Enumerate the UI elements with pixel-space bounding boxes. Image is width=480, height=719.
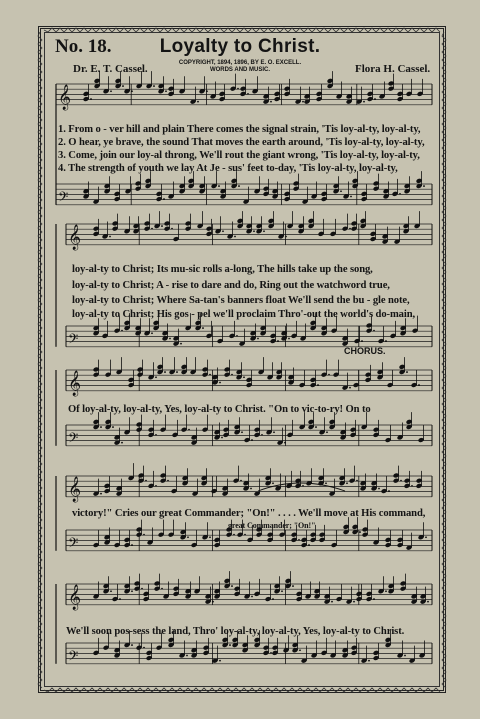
dot — [388, 490, 390, 492]
border-ornament — [442, 32, 446, 688]
dot — [406, 371, 408, 373]
dot — [251, 596, 253, 598]
dot — [238, 185, 240, 187]
dot — [206, 90, 208, 92]
hymn-number: No. 18. — [55, 36, 112, 57]
dot — [404, 655, 406, 657]
dot — [243, 376, 245, 378]
dot — [180, 343, 182, 345]
clef-icon: 𝄢 — [68, 429, 79, 449]
dot — [131, 644, 133, 646]
dot — [400, 480, 402, 482]
dot — [143, 534, 145, 536]
clef-icon: 𝄢 — [68, 330, 79, 350]
dot — [247, 93, 249, 95]
dot — [131, 90, 133, 92]
dot — [298, 539, 300, 541]
dot — [270, 101, 272, 103]
dot — [188, 429, 190, 431]
dot — [209, 374, 211, 376]
dot — [326, 431, 328, 433]
dot — [155, 485, 157, 487]
dot — [187, 536, 189, 538]
dot — [161, 225, 163, 227]
dot — [155, 434, 157, 436]
dot — [315, 426, 317, 428]
dot — [244, 534, 246, 536]
dot — [233, 534, 235, 536]
dot — [151, 228, 153, 230]
dot — [221, 437, 223, 439]
dot — [281, 590, 283, 592]
dot — [273, 431, 275, 433]
dot — [411, 485, 413, 487]
dot — [119, 598, 121, 600]
border-ornament — [44, 688, 440, 692]
dot — [349, 387, 351, 389]
dot — [109, 236, 111, 238]
dot — [112, 426, 114, 428]
dot — [385, 590, 387, 592]
verse-line: 1. From o - ver hill and plain There comes the signal strain, 'Tis loy-al-ty, loy-al-ty, — [58, 124, 421, 135]
dot — [361, 340, 363, 342]
dot — [167, 480, 169, 482]
dot — [234, 236, 236, 238]
dot — [272, 482, 274, 484]
dot — [143, 647, 145, 649]
dot — [141, 588, 143, 590]
dot — [317, 384, 319, 386]
dot — [251, 439, 253, 441]
dot — [418, 384, 420, 386]
slur — [258, 483, 345, 491]
dot — [257, 338, 259, 340]
dot — [110, 90, 112, 92]
dot — [131, 544, 133, 546]
dot — [122, 85, 124, 87]
dot — [236, 335, 238, 337]
clef-icon: 𝄢 — [68, 647, 79, 667]
dot — [241, 431, 243, 433]
verse-line: 3. Come, join our loy-al throng, We'll rout the giant wrong, 'Tis loy-al-ty, loy-al-ty, — [58, 150, 420, 161]
verse-line: loy-al-ty to Christ; Its mu-sic rolls a-long, The hills take up the song, — [72, 264, 373, 275]
dot — [100, 426, 102, 428]
dot — [349, 228, 351, 230]
dot — [237, 88, 239, 90]
dot — [131, 590, 133, 592]
dot — [277, 340, 279, 342]
dot — [231, 585, 233, 587]
dot — [299, 649, 301, 651]
dot — [153, 85, 155, 87]
dot — [231, 374, 233, 376]
dot — [325, 482, 327, 484]
dot — [308, 544, 310, 546]
dot — [171, 228, 173, 230]
dot — [253, 230, 255, 232]
dot — [240, 480, 242, 482]
verse-line: loy-al-ty to Christ; His gos - pel we'll proclaim Thro'-out the world's do-main, — [72, 309, 416, 320]
clef-icon: 𝄞 — [68, 224, 82, 250]
dot — [219, 382, 221, 384]
dot — [121, 330, 123, 332]
clef-icon: 𝄞 — [58, 84, 72, 110]
dot — [284, 442, 286, 444]
dot — [374, 98, 376, 100]
dot — [356, 480, 358, 482]
dot — [186, 655, 188, 657]
small-lyric: great Commander; "On!" — [228, 521, 316, 530]
dot — [272, 598, 274, 600]
dot — [161, 588, 163, 590]
copyright-line: COPYRIGHT, 1894, 1896, BY E. O. EXCELL. — [178, 60, 302, 66]
dot — [302, 485, 304, 487]
dot — [359, 531, 361, 533]
dot — [212, 601, 214, 603]
dot — [222, 230, 224, 232]
dot — [285, 236, 287, 238]
dot — [378, 488, 380, 490]
composer-credit: Dr. E. T. Cassel. — [73, 63, 148, 75]
dot — [363, 101, 365, 103]
dot — [219, 660, 221, 662]
hymn-title: Loyalty to Christ. — [159, 36, 321, 57]
dot — [90, 98, 92, 100]
dot — [100, 493, 102, 495]
dot — [350, 196, 352, 198]
dot — [423, 185, 425, 187]
dot — [261, 434, 263, 436]
dot — [302, 101, 304, 103]
author-credit: Flora H. Cassel. — [355, 63, 431, 75]
dot — [288, 338, 290, 340]
clef-icon: 𝄢 — [68, 534, 79, 554]
dot — [425, 536, 427, 538]
dot — [151, 332, 153, 334]
chorus-line: Of loy-al-ty, loy-al-ty, Yes, loy-al-ty to Christ. "On to vic-to-ry! On to — [68, 404, 371, 415]
clef-icon: 𝄢 — [58, 188, 69, 208]
dot — [340, 190, 342, 192]
dot — [373, 330, 375, 332]
dot — [121, 442, 123, 444]
dot — [250, 488, 252, 490]
dot — [270, 652, 272, 654]
dot — [165, 90, 167, 92]
dot — [218, 185, 220, 187]
verse-line: 4. The strength of youth we lay At Je - sus' feet to-day, 'Tis loy-al-ty, loy-al-ty, — [58, 163, 398, 174]
dot — [346, 482, 348, 484]
dot — [331, 601, 333, 603]
dot — [209, 536, 211, 538]
dot — [399, 193, 401, 195]
dot — [169, 338, 171, 340]
verse-line: loy-al-ty to Christ; Where Sa-tan's banners float We'll send the bu - gle note, — [72, 295, 410, 306]
dot — [368, 660, 370, 662]
dot — [229, 644, 231, 646]
border-ornament — [44, 28, 440, 32]
dot — [353, 601, 355, 603]
clef-icon: 𝄞 — [68, 584, 82, 610]
verse-line: 2. O hear, ye brave, the sound That moves the earth around, 'Tis loy-al-ty, loy-al-ty, — [58, 137, 425, 148]
dot — [176, 371, 178, 373]
chorus-line: We'll soon pos-sess the land, Thro' loy-al-ty, loy-al-ty, Yes, loy-al-ty to Christ. — [66, 626, 405, 637]
dot — [373, 598, 375, 600]
dot — [328, 374, 330, 376]
dot — [202, 327, 204, 329]
dot — [197, 101, 199, 103]
copyright-subline: WORDS AND MUSIC. — [209, 67, 271, 73]
dot — [164, 371, 166, 373]
dot — [427, 601, 429, 603]
dot — [292, 585, 294, 587]
border-ornament — [38, 32, 42, 688]
chorus-label: CHORUS. — [344, 346, 386, 356]
dot — [155, 376, 157, 378]
clef-icon: 𝄞 — [68, 370, 82, 396]
dot — [385, 340, 387, 342]
dot — [163, 198, 165, 200]
verse-line: loy-al-ty to Christ; A - rise to dare and do, Ring out the watchword true, — [72, 280, 390, 291]
dot — [110, 590, 112, 592]
chorus-line: victory!" Cries our great Commander; "On!" . . . . We'll move at His command, — [72, 508, 426, 519]
dot — [263, 230, 265, 232]
clef-icon: 𝄞 — [68, 476, 82, 502]
dot — [145, 480, 147, 482]
